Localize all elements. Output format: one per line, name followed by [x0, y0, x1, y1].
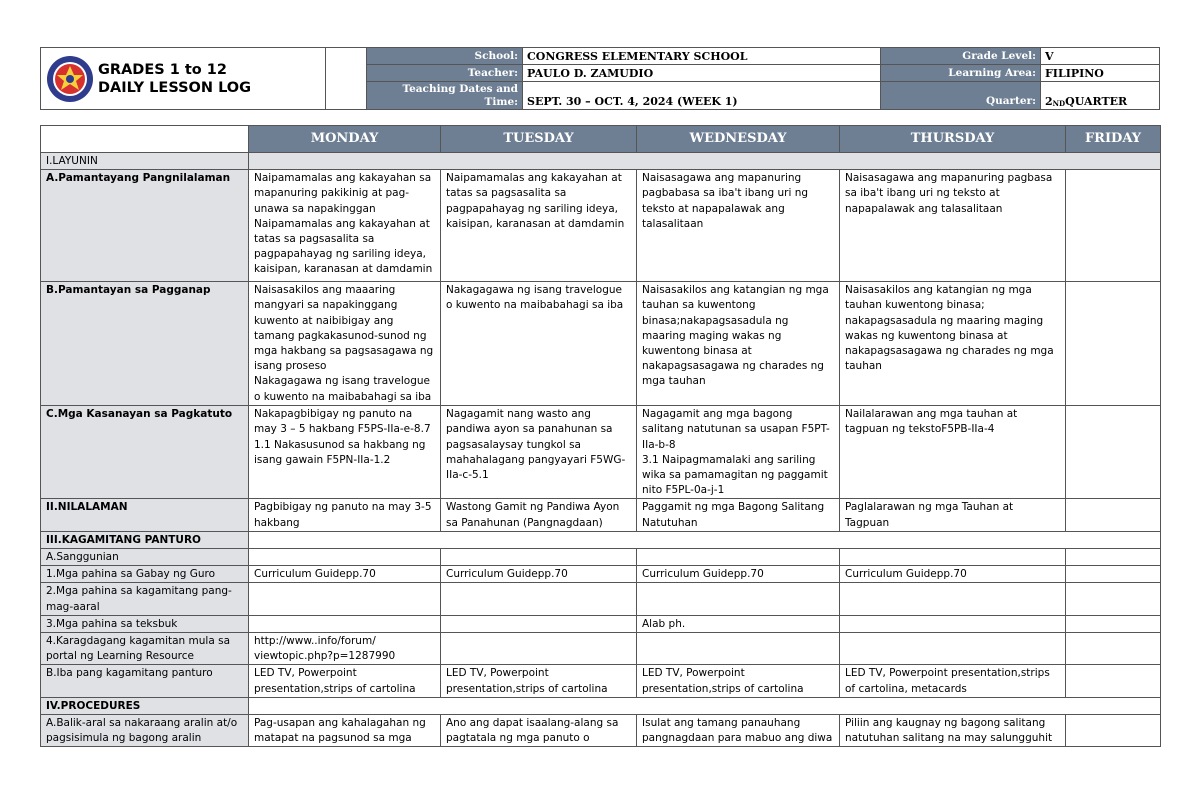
- quarter-text: QUARTER: [1065, 95, 1128, 108]
- school-label: School:: [367, 48, 523, 65]
- section-row-procedures: [41, 697, 1161, 714]
- table-row: [41, 282, 1161, 406]
- row-label: 1.Mga pahina sa Gabay ng Guro: [41, 566, 249, 583]
- grade-value: V: [1041, 48, 1159, 65]
- teacher-label: Teacher:: [367, 65, 523, 82]
- cell-tuesday: Nagagamit nang wasto ang pandiwa ayon sa panahunan sa pagsasalaysay tungkol sa mahahalagang pangyayari F5WG-IIa-c-5.1: [441, 406, 637, 499]
- cell-thursday: Piliin ang kaugnay ng bagong salitang natutuhan salitang na may salungguhit: [840, 715, 1066, 747]
- resource-link[interactable]: http://www..info/forum/ viewtopic.php?p=1287990: [249, 633, 441, 665]
- cell-friday: [1066, 406, 1161, 499]
- section-fill: [249, 697, 1161, 714]
- quarter-number: 2: [1045, 95, 1053, 108]
- log-title: [98, 61, 251, 97]
- table-row: [41, 615, 1161, 632]
- cell-tuesday: Naipamamalas ang kakayahan at tatas sa pagsasalita sa pagpapahayag ng sariling ideya, kaisipan, karanasan at damdamin: [441, 170, 637, 282]
- cell-tuesday: Nakagagawa ng isang travelogue o kuwento na maibabahagi sa iba: [441, 282, 637, 406]
- cell-friday: [1066, 715, 1161, 747]
- cell-wednesday: Nagagamit ang mga bagong salitang natutunan sa usapan F5PT-IIa-b-8 3.1 Naipagmamalaki ang sariling wika sa pamamagitan ng paggamit nito F5PL-0a-j-1: [637, 406, 840, 499]
- day-wednesday: WEDNESDAY: [637, 126, 840, 153]
- cell-monday: Nakapagbibigay ng panuto na may 3 – 5 hakbang F5PS-IIa-e-8.7 1.1 Nakasusunod sa hakbang ng isang gawain F5PN-IIa-1.2: [249, 406, 441, 499]
- cell-wednesday: Alab ph.: [637, 615, 840, 632]
- cell-tuesday: Curriculum Guidepp.70: [441, 566, 637, 583]
- cell-friday: [1066, 170, 1161, 282]
- row-label: II.NILALAMAN: [41, 499, 249, 531]
- day-thursday: THURSDAY: [840, 126, 1066, 153]
- cell-friday: [1066, 665, 1161, 697]
- table-row: [41, 715, 1161, 747]
- cell-tuesday: LED TV, Powerpoint presentation,strips of cartolina: [441, 665, 637, 697]
- cell-tuesday: Ano ang dapat isaalang-alang sa pagtatala ng mga panuto o: [441, 715, 637, 747]
- row-label: B.Iba pang kagamitang panturo: [41, 665, 249, 697]
- day-tuesday: TUESDAY: [441, 126, 637, 153]
- row-label: A.Sanggunian: [41, 549, 249, 566]
- dates-label-line2: Time:: [484, 96, 518, 108]
- cell-monday: Naisasakilos ang maaaring mangyari sa napakinggang kuwento at naibibigay ang tamang pagkakasunod-sunod ng mga hakbang sa pagsasagawa ng isang proseso Nakagagawa ng isang travelogue o kuwento na maibabahagi sa iba: [249, 282, 441, 406]
- cell-wednesday: Isulat ang tamang panauhang pangnagdaan para mabuo ang diwa: [637, 715, 840, 747]
- school-value: CONGRESS ELEMENTARY SCHOOL: [523, 48, 881, 65]
- section-fill: [249, 531, 1161, 548]
- cell-wednesday: Curriculum Guidepp.70: [637, 566, 840, 583]
- table-row: [41, 549, 1161, 566]
- area-value: FILIPINO: [1041, 65, 1159, 82]
- section-row-layunin: [41, 153, 1161, 170]
- cell-thursday: [840, 633, 1066, 665]
- cell-friday: [1066, 633, 1161, 665]
- section-row-kagamitan: [41, 531, 1161, 548]
- row-label: A.Pamantayang Pangnilalaman: [41, 170, 249, 282]
- cell-monday: Pag-usapan ang kahalagahan ng matapat na pagsunod sa mga: [249, 715, 441, 747]
- header-corner: [41, 126, 249, 153]
- section-label-kagamitan: III.KAGAMITANG PANTURO: [41, 531, 249, 548]
- table-row: [41, 170, 1161, 282]
- row-label: 2.Mga pahina sa kagamitang pang-mag-aaral: [41, 583, 249, 615]
- table-row: [41, 583, 1161, 615]
- cell-wednesday: Naisasagawa ang mapanuring pagbabasa sa iba't ibang uri ng teksto at napapalawak ang talasalitaan: [637, 170, 840, 282]
- cell-wednesday: [637, 633, 840, 665]
- cell-monday: Naipamamalas ang kakayahan sa mapanuring pakikinig at pag-unawa sa napakinggan Naipamamalas ang kakayahan at tatas sa pagsasalita sa pagpapahayag ng sariling ideya, kaisipan, karanasan at damdamin: [249, 170, 441, 282]
- area-label: Learning Area:: [881, 65, 1041, 82]
- row-label: 3.Mga pahina sa teksbuk: [41, 615, 249, 632]
- cell-friday: [1066, 566, 1161, 583]
- cell-thursday: Naisasagawa ang mapanuring pagbasa sa iba't ibang uri ng teksto at napapalawak ang talasalitaan: [840, 170, 1066, 282]
- dates-label-line1: Teaching Dates and: [402, 83, 518, 95]
- cell-monday: [249, 615, 441, 632]
- cell-thursday: Nailalarawan ang mga tauhan at tagpuan ng tekstoF5PB-IIa-4: [840, 406, 1066, 499]
- grade-label: Grade Level:: [881, 48, 1041, 65]
- day-friday: FRIDAY: [1066, 126, 1161, 153]
- table-row: [41, 665, 1161, 697]
- cell-thursday: Curriculum Guidepp.70: [840, 566, 1066, 583]
- cell-wednesday: Paggamit ng mga Bagong Salitang Natutuhan: [637, 499, 840, 531]
- section-label-layunin: I.LAYUNIN: [41, 153, 249, 170]
- cell-thursday: Paglalarawan ng mga Tauhan at Tagpuan: [840, 499, 1066, 531]
- cell-tuesday: Wastong Gamit ng Pandiwa Ayon sa Panahunan (Pangnagdaan): [441, 499, 637, 531]
- cell-thursday: Naisasakilos ang katangian ng mga tauhan kuwentong binasa; nakapagsasadula ng maaring maging wakas ng kuwentong binasa at nakapagsasagawa ng charades ng mga tauhan: [840, 282, 1066, 406]
- teacher-value: PAULO D. ZAMUDIO: [523, 65, 881, 82]
- row-label: B.Pamantayan sa Pagganap: [41, 282, 249, 406]
- quarter-suffix: ND: [1052, 99, 1066, 108]
- cell-thursday: [840, 615, 1066, 632]
- section-label-procedures: IV.PROCEDURES: [41, 697, 249, 714]
- lesson-log-header: [40, 47, 1160, 110]
- day-header-row: [41, 126, 1161, 153]
- cell-friday: [1066, 282, 1161, 406]
- cell-thursday: LED TV, Powerpoint presentation,strips of cartolina, metacards: [840, 665, 1066, 697]
- header-spacer: [326, 48, 367, 109]
- table-row: [41, 406, 1161, 499]
- section-fill: [249, 153, 1161, 170]
- row-label: 4.Karagdagang kagamitan mula sa portal ng Learning Resource: [41, 633, 249, 665]
- cell-tuesday: [441, 633, 637, 665]
- table-row: [41, 499, 1161, 531]
- brand-area: [41, 48, 326, 109]
- deped-seal-icon: [46, 55, 94, 103]
- table-row: [41, 566, 1161, 583]
- cell-monday: LED TV, Powerpoint presentation,strips of cartolina: [249, 665, 441, 697]
- cell-monday: Pagbibigay ng panuto na may 3-5 hakbang: [249, 499, 441, 531]
- cell-wednesday: LED TV, Powerpoint presentation,strips of cartolina: [637, 665, 840, 697]
- cell-wednesday: Naisasakilos ang katangian ng mga tauhan sa kuwentong binasa;nakapagsasadula ng maaring maging wakas ng kuwentong binasa at nakapagsasagawa ng charades ng mga tauhan: [637, 282, 840, 406]
- cell-friday: [1066, 615, 1161, 632]
- log-title-line1: GRADES 1 to 12: [98, 61, 227, 78]
- day-monday: MONDAY: [249, 126, 441, 153]
- lesson-table: [40, 125, 1161, 747]
- cell-monday: Curriculum Guidepp.70: [249, 566, 441, 583]
- dates-value: SEPT. 30 – OCT. 4, 2024 (WEEK 1): [523, 82, 881, 109]
- row-label: A.Balik-aral sa nakaraang aralin at/o pagsisimula ng bagong aralin: [41, 715, 249, 747]
- quarter-label: Quarter:: [881, 82, 1041, 109]
- cell-friday: [1066, 499, 1161, 531]
- quarter-value: [1041, 82, 1159, 109]
- dates-label: [367, 82, 523, 109]
- table-row: [41, 633, 1161, 665]
- header-info-grid: [367, 48, 1159, 109]
- row-label: C.Mga Kasanayan sa Pagkatuto: [41, 406, 249, 499]
- cell-tuesday: [441, 615, 637, 632]
- log-title-line2: DAILY LESSON LOG: [98, 79, 252, 96]
